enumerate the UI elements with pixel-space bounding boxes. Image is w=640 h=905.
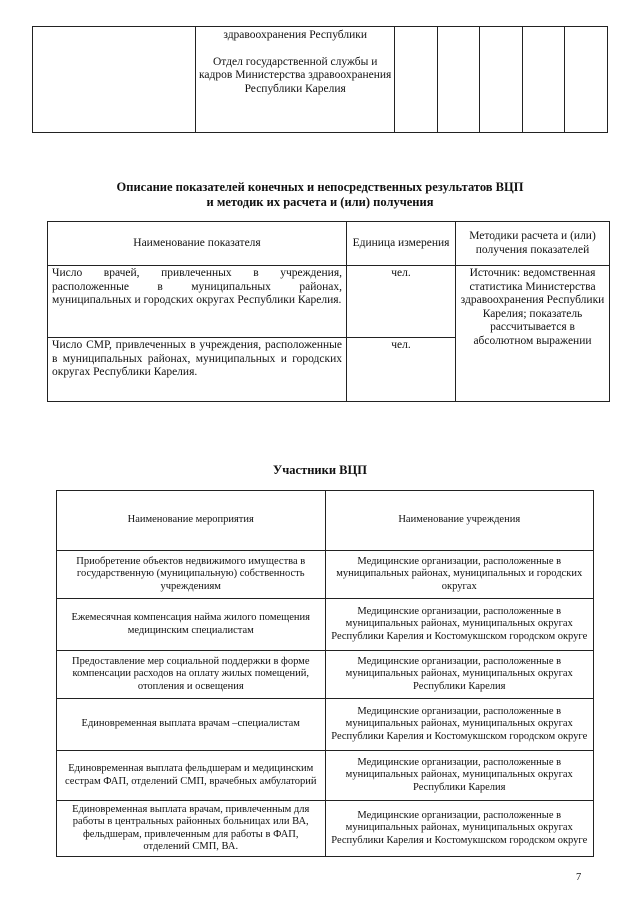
empty-cell (522, 27, 565, 133)
empty-cell (480, 27, 523, 133)
header-activity: Наименование мероприятия (57, 491, 326, 551)
indicators-title (0, 180, 640, 210)
responsible-cell (195, 27, 394, 133)
table-row (57, 651, 594, 699)
activity-cell: Единовременная выплата врачам –специалистам (57, 699, 326, 751)
institution-cell: Медицинские организации, расположенные в муниципальных районах, муниципальных округах Республики Карелия (325, 751, 594, 801)
table-row (57, 751, 594, 801)
participants-table (56, 490, 594, 857)
activity-cell: Единовременная выплата фельдшерам и медицинским сестрам ФАП, отделений СМП, врачебных амбулаторий (57, 751, 326, 801)
header-indicator-name: Наименование показателя (48, 222, 347, 266)
indicators-title-line1: Описание показателей конечных и непосредственных результатов ВЦП (116, 180, 524, 194)
table-row (57, 599, 594, 651)
header-unit: Единица измерения (347, 222, 456, 266)
responsible-text-2: Отдел государственной службы и кадров Министерства здравоохранения Республики Карелия (199, 55, 392, 95)
institution-cell: Медицинские организации, расположенные в муниципальных районах, муниципальных округах Республики Карелия и Костомукшском городском округе (325, 599, 594, 651)
institution-cell: Медицинские организации, расположенные в муниципальных районах, муниципальных округах Республики Карелия и Костомукшском городском округе (325, 699, 594, 751)
institution-cell: Медицинские организации, расположенные в муниципальных районах, муниципальных и городских округах (325, 551, 594, 599)
indicator-name: Число врачей, привлеченных в учреждения, расположенные в муниципальных районах, муниципальных и городских округах Республики Карелия. (48, 266, 347, 338)
activity-cell: Ежемесячная компенсация найма жилого помещения медицинским специалистам (57, 599, 326, 651)
table-header-row (48, 222, 610, 266)
empty-cell (437, 27, 480, 133)
indicators-title-line2: и методик их расчета и (или) получения (206, 195, 434, 209)
header-method: Методики расчета и (или) получения показателей (456, 222, 610, 266)
table-row (57, 551, 594, 599)
indicator-name: Число СМР, привлеченных в учреждения, расположенные в муниципальных районах, муниципальных и городских округах Республики Карелия. (48, 338, 347, 402)
indicator-method: Источник: ведомственная статистика Министерства здравоохранения Республики Карелия; показатель рассчитывается в абсолютном выражении (456, 266, 610, 402)
participants-title: Участники ВЦП (273, 463, 367, 477)
activity-cell: Приобретение объектов недвижимого имущества в государственную (муниципальную) собственность учреждениям (57, 551, 326, 599)
activity-cell: Предоставление мер социальной поддержки в форме компенсации расходов на оплату жилых помещений, отопления и освещения (57, 651, 326, 699)
empty-cell (33, 27, 196, 133)
table-row (57, 699, 594, 751)
page-number: 7 (576, 872, 582, 883)
table-header-row (57, 491, 594, 551)
indicators-table (47, 221, 610, 402)
activity-cell: Единовременная выплата врачам, привлеченным для работы в центральных районных больницах или ВА, фельдшерам, привлеченным для работы в ФАП, отделений СМП, ВА. (57, 801, 326, 857)
empty-cell (395, 27, 438, 133)
institution-cell: Медицинские организации, расположенные в муниципальных районах, муниципальных округах Республики Карелия (325, 651, 594, 699)
indicator-unit: чел. (347, 338, 456, 402)
indicator-unit: чел. (347, 266, 456, 338)
responsible-text-1: здравоохранения Республики (223, 29, 367, 41)
header-institution: Наименование учреждения (325, 491, 594, 551)
table-row (48, 266, 610, 338)
institution-cell: Медицинские организации, расположенные в муниципальных районах, муниципальных округах Республики Карелия и Костомукшском городском округе (325, 801, 594, 857)
continuation-table (32, 26, 608, 133)
table-row (57, 801, 594, 857)
empty-cell (565, 27, 608, 133)
